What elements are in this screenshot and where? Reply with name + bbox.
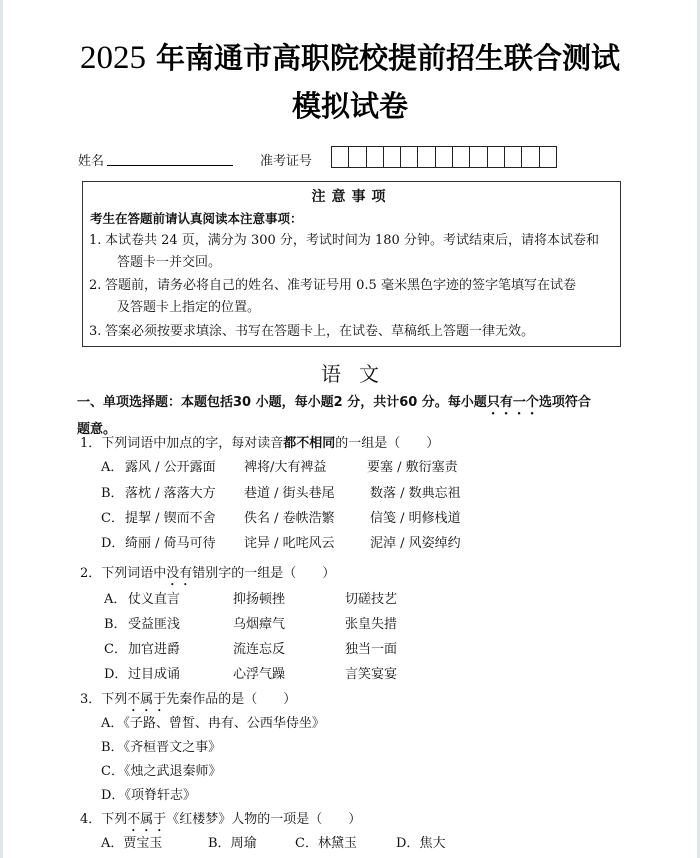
exam-number-box[interactable] (522, 146, 539, 168)
option-text: 《齐桓晋文之事》 (123, 740, 222, 755)
q2-option-d-col3: 言笑宴宴 (345, 667, 398, 682)
stem-text: 1．下列词语中加点的字，每对读音 (80, 436, 284, 451)
option-label: C． (295, 836, 318, 851)
q1-option-a-col1: 露风 / 公开露面 (125, 460, 216, 475)
option-label: B． (104, 617, 127, 632)
title-year: 2025 (79, 40, 146, 76)
q2-option-d-col1: 过目成诵 (128, 667, 181, 682)
option-label: C． (101, 511, 124, 526)
question-1-stem (80, 432, 439, 451)
exam-number-box[interactable] (401, 146, 418, 168)
q2-option-c-col1: 加官进爵 (128, 642, 181, 657)
q4-option-a[interactable] (101, 832, 162, 851)
notice-item-text-cont: 及答题卡上指定的位置。 (117, 300, 261, 315)
notice-item-number: 1. (89, 233, 102, 248)
q2-option-b-col1: 受益匪浅 (128, 617, 181, 632)
exam-number-box[interactable] (470, 146, 487, 168)
exam-number-box[interactable] (349, 146, 366, 168)
notice-item-text: 本试卷共 24 页，满分为 300 分，考试时间为 180 分钟。考试结束后，请将本试卷和 (105, 233, 599, 248)
option-label: D． (396, 836, 420, 851)
stem-text: 4．下列 (80, 812, 128, 827)
exam-number-label: 准考证号 (260, 154, 313, 169)
q1-option-b-col2: 巷道 / 街头巷尾 (244, 486, 335, 501)
q1-option-d-col2: 诧异 / 叱咤风云 (244, 536, 335, 551)
q1-option-c-col2: 佚名 / 卷帙浩繁 (244, 511, 335, 526)
option-text: 《烛之武退秦师》 (123, 764, 222, 779)
q1-option-d-col3: 泥淖 / 风姿绰约 (370, 536, 461, 551)
section-text-tail: 选项符合 (538, 395, 591, 410)
option-label: A． (101, 836, 124, 851)
stem-text: 2．下列词语中 (80, 566, 167, 581)
stem-text-tail: 先秦作品的是（ ） (166, 692, 297, 707)
q2-option-a-col1: 仗义直言 (128, 592, 181, 607)
q2-option-c-col3: 独当一面 (345, 642, 398, 657)
title-text: 年南通市高职院校提前招生联合测试 (156, 41, 621, 75)
exam-number-box[interactable] (384, 146, 401, 168)
q1-option-a[interactable] (101, 456, 123, 475)
exam-number-box[interactable] (505, 146, 522, 168)
q1-option-a-col2: 裨将/大有裨益 (244, 460, 327, 475)
exam-number-box[interactable] (367, 146, 384, 168)
q2-option-d[interactable] (104, 663, 127, 682)
option-label: B． (208, 836, 231, 851)
subject-heading: 语文 (321, 362, 397, 386)
question-2-stem (80, 562, 335, 589)
exam-number-boxes[interactable] (331, 146, 557, 168)
q3-option-c[interactable] (101, 760, 221, 779)
exam-number-box[interactable] (436, 146, 453, 168)
stem-text-tail: 的一组是（ ） (335, 436, 440, 451)
notice-item (89, 230, 619, 274)
notice-item-number: 2. (89, 278, 102, 293)
option-label: A． (101, 716, 124, 731)
notice-item-text: 答案必须按要求填涂、书写在答题卡上，在试卷、草稿纸上答题一律无效。 (105, 324, 535, 339)
notice-item (89, 275, 619, 319)
section-text: 一、单项选择题：本题包括30 小题，每小题2 分，共计60 分。每小题 (77, 395, 487, 410)
option-label: B． (101, 486, 124, 501)
q3-option-b[interactable] (101, 736, 221, 755)
q2-option-b[interactable] (104, 613, 127, 632)
stem-text: 3．下列 (80, 692, 128, 707)
q2-option-a-col2: 抑扬顿挫 (233, 592, 286, 607)
q4-option-b[interactable] (208, 832, 257, 851)
q1-option-a-col3: 要塞 / 敷衍塞责 (367, 460, 458, 475)
option-label: A． (104, 592, 127, 607)
exam-number-box[interactable] (453, 146, 470, 168)
q1-option-b[interactable] (101, 482, 124, 501)
stem-text-tail: 《红楼梦》人物的一项是（ ） (166, 812, 362, 827)
notice-item-text: 答题前，请务必将自己的姓名、准考证号用 0.5 毫米黑色字迹的签字笔填写在试卷 (105, 278, 576, 293)
q3-option-a[interactable] (101, 712, 325, 731)
stem-emphasis: 没有 (166, 566, 193, 581)
option-text: 焦大 (419, 836, 446, 851)
name-input-line[interactable] (107, 165, 233, 166)
notice-item-text-cont: 答题卡一并交回。 (117, 255, 222, 270)
q1-option-c[interactable] (101, 507, 124, 526)
q2-option-b-col3: 张皇失措 (345, 617, 398, 632)
notice-item (89, 321, 619, 343)
option-label: D． (104, 667, 128, 682)
option-text: 《项脊轩志》 (124, 788, 196, 803)
q1-option-d-col1: 绮丽 / 倚马可待 (125, 536, 216, 551)
q1-option-c-col1: 提挈 / 锲而不舍 (125, 511, 216, 526)
notice-box (82, 181, 621, 347)
option-label: D． (101, 536, 125, 551)
q2-option-c-col2: 流连忘反 (233, 642, 286, 657)
question-4-stem (80, 808, 361, 835)
option-label: D． (101, 788, 125, 803)
q2-option-a[interactable] (104, 588, 126, 607)
q1-option-c-col3: 信笺 / 明修栈道 (370, 511, 461, 526)
q4-option-c[interactable] (295, 832, 357, 851)
name-label: 姓名 (78, 154, 105, 169)
q2-option-c[interactable] (104, 638, 127, 657)
q2-option-d-col2: 心浮气躁 (233, 667, 286, 682)
q1-option-b-col1: 落枕 / 落落大方 (125, 486, 216, 501)
exam-number-box[interactable] (418, 146, 435, 168)
exam-title (3, 36, 697, 77)
stem-bold: 都不相同 (283, 436, 336, 451)
exam-subtitle: 模拟试卷 (291, 89, 408, 123)
notice-item-number: 3. (89, 324, 102, 339)
option-label: A． (101, 460, 124, 475)
option-text: 贾宝玉 (123, 836, 163, 851)
option-label: B． (101, 740, 124, 755)
option-text: 周瑜 (230, 836, 257, 851)
notice-heading: 注意事项 (311, 189, 392, 205)
q1-option-d[interactable] (101, 532, 124, 551)
exam-number-box[interactable] (488, 146, 505, 168)
question-3-stem (80, 688, 296, 715)
option-label: C． (101, 764, 124, 779)
option-text: 林黛玉 (317, 836, 357, 851)
stem-text-tail: 错别字的一组是（ ） (192, 566, 336, 581)
q1-option-b-col3: 数落 / 数典忘祖 (370, 486, 461, 501)
q2-option-b-col2: 乌烟瘴气 (233, 617, 286, 632)
exam-number-box[interactable] (540, 146, 557, 168)
exam-number-box[interactable] (332, 146, 349, 168)
option-label: C． (104, 642, 127, 657)
q4-option-d[interactable] (396, 832, 445, 851)
stem-emphasis: 不属于 (127, 812, 167, 827)
section-text-cont: 题意。 (77, 422, 117, 437)
exam-page (3, 0, 697, 858)
option-text: 《子路、曾皙、冉有、公西华侍坐》 (123, 716, 325, 731)
q3-option-d[interactable] (101, 784, 196, 803)
q2-option-a-col3: 切磋技艺 (345, 592, 398, 607)
section-emphasis: 只有一个 (486, 395, 539, 410)
notice-intro: 考生在答题前请认真阅读本注意事项： (90, 211, 303, 226)
stem-emphasis: 不属于 (127, 692, 167, 707)
